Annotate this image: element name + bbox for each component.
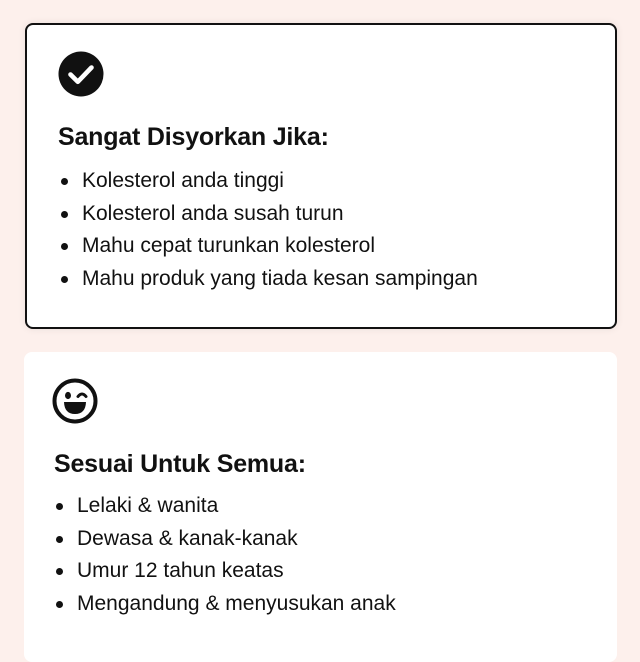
list-item (60, 165, 478, 198)
list-item-text: Mahu cepat turunkan kolesterol (82, 234, 376, 257)
bullet-dot (56, 568, 63, 575)
list-item (55, 588, 396, 621)
list-item-text: Mengandung & menyusukan anak (77, 591, 396, 615)
list-item (60, 198, 478, 231)
list-item (55, 555, 396, 588)
list-item (60, 263, 478, 296)
list-item-text: Lelaki & wanita (77, 494, 219, 517)
list-item-text: Umur 12 tahun keatas (77, 559, 284, 582)
list-item (55, 523, 396, 556)
suitable-list (55, 490, 396, 620)
list-item-text: Mahu produk yang tiada kesan sampingan (82, 266, 478, 290)
bullet-dot (61, 211, 68, 218)
bullet-dot (56, 503, 63, 510)
check-circle-icon (58, 51, 104, 97)
list-item-text: Dewasa & kanak-kanak (77, 526, 298, 550)
bullet-dot (61, 178, 68, 185)
recommended-card (25, 23, 617, 329)
bullet-dot (56, 536, 63, 543)
bullet-dot (61, 243, 68, 250)
list-item-text: Kolesterol anda susah turun (82, 201, 344, 225)
list-item (55, 490, 396, 523)
recommended-list (60, 165, 478, 295)
list-item (60, 230, 478, 263)
list-item-text: Kolesterol anda tinggi (82, 169, 284, 192)
wink-face-icon (52, 378, 98, 424)
bullet-dot (56, 601, 63, 608)
suitable-title: Sesuai Untuk Semua: (54, 450, 306, 478)
suitable-card (24, 352, 617, 662)
recommended-title: Sangat Disyorkan Jika: (58, 123, 329, 151)
bullet-dot (61, 276, 68, 283)
